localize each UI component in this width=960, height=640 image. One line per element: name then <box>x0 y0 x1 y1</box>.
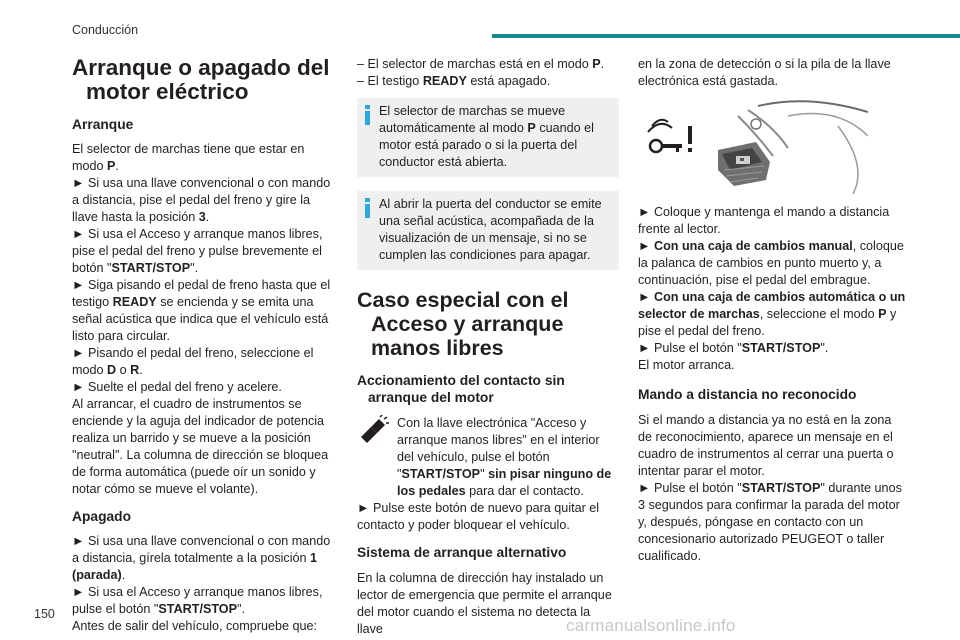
paragraph-detection-zone: en la zona de detección o si la pila de la llave electrónica está gastada. <box>638 57 891 88</box>
special-case-title: Caso especial con el Acceso y arranque manos libres <box>357 288 569 360</box>
header-accent-bar <box>492 34 960 38</box>
section-title: Arranque o apagado del motor eléctrico <box>72 55 330 104</box>
key-warning-icon <box>648 120 692 152</box>
heading-apagado: Apagado <box>72 509 132 524</box>
bullet-automatic-gearbox: ► Con una caja de cambios automática o un selector de marchas, seleccione el modo P y pise el pedal del freno. <box>638 290 906 338</box>
column-1 <box>72 56 334 635</box>
emergency-reader-figure <box>638 96 868 194</box>
bullet-manual-gearbox: ► Con una caja de cambios manual, coloque la palanca de cambios en punto muerto y, a continuación, pise el pedal del embrague. <box>638 239 904 287</box>
heading-remote-not-recognized: Mando a distancia no reconocido <box>638 387 857 402</box>
heading-ignition-no-start: Accionamiento del contacto sin arranque del motor <box>357 373 565 405</box>
column-2 <box>357 56 619 638</box>
info-note-selector: El selector de marchas se mueve automáticamente al modo P cuando el motor está parado o si la puerta del conductor está abierta. <box>357 98 619 177</box>
paragraph-startup: Al arrancar, el cuadro de instrumentos se enciende y la aguja del indicador de potencia realiza un barrido y se mueve a la posición "neutral". La columna de dirección se bloquea de forma automática (puede oír un sonido y notar cómo se mueve el volante). <box>72 397 329 496</box>
bullet-hands-free: ► Si usa el Acceso y arranque manos libres, pise el pedal del freno y pulse brevemente el botón "START/STOP". <box>72 227 323 275</box>
push-button-icon <box>357 415 391 445</box>
column-3 <box>638 56 906 565</box>
bullet-press-again: ► Pulse este botón de nuevo para quitar el contacto y poder bloquear el vehículo. <box>357 501 600 532</box>
page-number: 150 <box>34 607 55 621</box>
bullet-ready: ► Siga pisando el pedal de freno hasta que el testigo READY se encienda y se emita una señal acústica que indica que el vehículo está listo para circular. <box>72 278 331 343</box>
paragraph-remote-out-of-zone: Si el mando a distancia ya no está en la zona de reconocimiento, aparece un mensaje en el cuadro de instrumentos al cerrar una puerta o intentar parar el motor. <box>638 413 894 478</box>
heading-alternative-start: Sistema de arranque alternativo <box>357 545 567 560</box>
bullet-conventional-key: ► Si usa una llave convencional o con mando a distancia, pise el pedal del freno y gire la llave hasta la posición 3. <box>72 176 331 224</box>
bullet-press-start-stop: ► Pulse el botón "START/STOP". <box>638 341 829 355</box>
bullet-hold-start-stop: ► Pulse el botón "START/STOP" durante unos 3 segundos para confirmar la parada del motor y, después, póngase en contacto con un concesionario autorizado PEUGEOT o taller cualificado. <box>638 481 902 563</box>
dash-ready-off: – El testigo READY está apagado. <box>357 74 551 88</box>
steering-column-illustration <box>638 96 868 194</box>
watermark: carmanualsonline.info <box>566 616 736 635</box>
bullet-hold-remote: ► Coloque y mantenga el mando a distancia frente al lector. <box>638 205 890 236</box>
bullet-select-mode: ► Pisando el pedal del freno, seleccione el modo D o R. <box>72 346 314 377</box>
bullet-turn-off-key: ► Si usa una llave convencional o con mando a distancia, gírela totalmente a la posición 1 (parada). <box>72 534 331 582</box>
section-header: Conducción <box>72 23 139 37</box>
bullet-release-brake: ► Suelte el pedal del freno y acelere. <box>72 380 282 394</box>
paragraph-selector: El selector de marchas tiene que estar en modo P. <box>72 142 305 173</box>
paragraph-ignition: Con la llave electrónica "Acceso y arranque manos libres" en el interior del vehículo, pulse el botón "START/STOP" sin pisar ninguno de los pedales para dar el contacto. <box>357 415 619 500</box>
info-icon <box>365 198 370 218</box>
info-note-door: Al abrir la puerta del conductor se emite una señal acústica, acompañada de la visualización de un mensaje, si no se cumplen las condiciones para apagar. <box>357 191 619 270</box>
paragraph-engine-starts: El motor arranca. <box>638 358 735 372</box>
dash-selector-p: – El selector de marchas está en el modo P. <box>357 57 605 71</box>
paragraph-before-leaving: Antes de salir del vehículo, compruebe que: <box>72 619 318 633</box>
info-icon <box>365 105 370 125</box>
bullet-turn-off-handsfree: ► Si usa el Acceso y arranque manos libres, pulse el botón "START/STOP". <box>72 585 323 616</box>
heading-arranque: Arranque <box>72 117 134 132</box>
paragraph-emergency-reader: En la columna de dirección hay instalado un lector de emergencia que permite el arranque del motor cuando el sistema no detecta la llave <box>357 571 612 636</box>
